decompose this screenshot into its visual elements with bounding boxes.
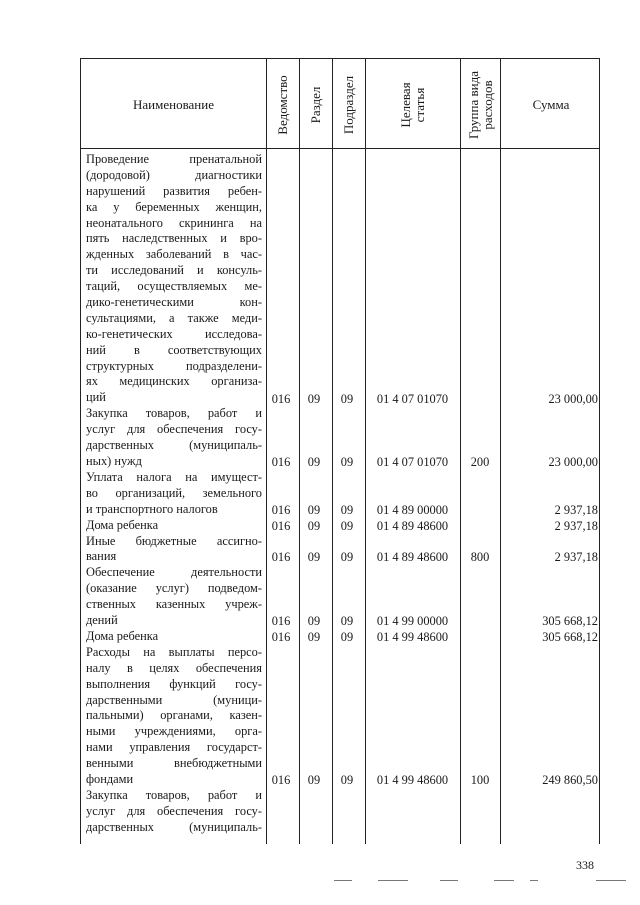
header-celevaya-label: [399, 82, 427, 127]
row-summa: 305 668,12: [542, 630, 598, 644]
table-row: [80, 470, 600, 518]
row-name-line: Дома ребенка: [86, 629, 159, 643]
row-summa: 2 937,18: [554, 518, 598, 533]
row-name: [86, 470, 262, 518]
header-celevaya-statya: [366, 59, 461, 150]
row-podrazdel: 09: [340, 550, 354, 565]
row-celevaya-statya: 01 4 07 01070: [376, 391, 449, 406]
row-vedomstvo: 016: [271, 502, 291, 517]
row-razdel: 09: [307, 455, 321, 470]
row-name-line: ях медицинских организа-: [86, 374, 262, 389]
table-header: [80, 58, 600, 149]
row-name: [86, 152, 262, 406]
row-name-line: нарушений развития ребен-: [86, 183, 262, 198]
footer-mark: [596, 880, 626, 881]
row-vedomstvo: 016: [271, 614, 291, 629]
header-gruppa-vida: [461, 59, 501, 150]
header-gruppa-line-1: Группа вида: [465, 70, 481, 139]
row-name-line: ными учреждениями, орга-: [86, 724, 262, 739]
row-podrazdel: 09: [340, 502, 354, 517]
table-row: [80, 788, 600, 836]
row-name-line: выполнения функций госу-: [86, 676, 262, 691]
row-gruppa-vida: 800: [470, 550, 490, 565]
row-name-line: ко-генетических исследова-: [86, 326, 262, 341]
row-name-line: (оказание услуг) подведом-: [86, 581, 262, 596]
row-name-line: жденных заболеваний в час-: [86, 247, 262, 262]
header-summa-label: Сумма: [532, 96, 570, 112]
row-razdel: 09: [307, 391, 321, 406]
row-name-line: ных) нужд: [86, 454, 142, 469]
row-name-line: вания: [86, 549, 117, 564]
header-razdel: [300, 59, 333, 150]
table-row: [80, 645, 600, 788]
row-vedomstvo: 016: [271, 391, 291, 406]
header-vedomstvo: [267, 59, 300, 150]
header-summa: [501, 59, 601, 150]
row-name-line: фондами: [86, 772, 134, 787]
row-name-line: Проведение пренатальной: [86, 152, 262, 166]
row-podrazdel: 09: [340, 455, 354, 470]
row-razdel: 09: [307, 773, 321, 788]
table-row: [80, 406, 600, 470]
row-name: [86, 565, 262, 629]
row-name-line: дарственными (муници-: [86, 692, 262, 707]
row-summa: 249 860,50: [542, 773, 598, 788]
row-razdel: 09: [307, 518, 321, 533]
table-row: [80, 518, 600, 534]
footer-mark: [494, 880, 514, 881]
table-row: [80, 565, 600, 629]
row-name-line: сультациями, а также меди-: [86, 310, 262, 325]
row-name-line: венными внебюджетными: [86, 756, 262, 771]
row-razdel: 09: [307, 630, 321, 644]
row-celevaya-statya: 01 4 99 48600: [376, 773, 449, 788]
row-name: [86, 534, 262, 566]
row-celevaya-statya: 01 4 89 48600: [376, 550, 449, 565]
row-name-line: во организаций, земельного: [86, 485, 262, 500]
row-name-line: ти исследований и консуль-: [86, 263, 262, 278]
row-name: [86, 645, 262, 788]
row-razdel: 09: [307, 502, 321, 517]
row-summa: 305 668,12: [542, 614, 598, 629]
row-name-line: Дома ребенка: [86, 517, 159, 532]
row-razdel: 09: [307, 550, 321, 565]
row-name: [86, 406, 262, 470]
row-name-line: дарственных (муниципаль-: [86, 819, 262, 834]
row-gruppa-vida: 200: [470, 455, 490, 470]
row-name-line: услуг для обеспечения госу-: [86, 422, 262, 437]
row-celevaya-statya: 01 4 89 00000: [376, 502, 449, 517]
row-summa: 23 000,00: [548, 391, 598, 406]
header-celevaya-line-2: статья: [412, 87, 427, 122]
header-podrazdel-label: Подраздел: [341, 75, 356, 134]
row-name-line: услуг для обеспечения госу-: [86, 803, 262, 818]
row-summa: 2 937,18: [554, 502, 598, 517]
row-name-line: Расходы на выплаты персо-: [86, 644, 262, 659]
row-vedomstvo: 016: [271, 455, 291, 470]
row-podrazdel: 09: [340, 518, 354, 533]
row-podrazdel: 09: [340, 773, 354, 788]
row-podrazdel: 09: [340, 391, 354, 406]
row-summa: 2 937,18: [554, 550, 598, 565]
row-vedomstvo: 016: [271, 550, 291, 565]
footer-mark: [378, 880, 408, 881]
row-name-line: Обеспечение деятельности: [86, 565, 262, 580]
row-razdel: 09: [307, 614, 321, 629]
row-name-line: дарственных (муниципаль-: [86, 438, 262, 453]
row-name-line: ний в соответствующих: [86, 342, 262, 357]
row-celevaya-statya: 01 4 99 00000: [376, 614, 449, 629]
header-podrazdel: [333, 59, 366, 150]
row-vedomstvo: 016: [271, 773, 291, 788]
row-name-line: пять наследственных и вро-: [86, 231, 262, 246]
table-row: [80, 152, 600, 406]
table-row: [80, 534, 600, 566]
row-podrazdel: 09: [340, 614, 354, 629]
row-celevaya-statya: 01 4 89 48600: [376, 518, 449, 533]
row-name-line: и транспортного налогов: [86, 501, 218, 516]
row-name-line: ций: [86, 390, 106, 405]
row-name-line: дико-генетическими кон-: [86, 295, 262, 310]
budget-table: [80, 58, 600, 844]
header-celevaya-line-1: Целевая: [398, 81, 413, 128]
row-name: [86, 788, 262, 836]
header-name: [81, 59, 267, 150]
row-gruppa-vida: 100: [470, 773, 490, 788]
row-name-line: Закупка товаров, работ и: [86, 406, 262, 421]
row-name-line: ка у беременных женщин,: [86, 199, 262, 214]
row-name-line: ственных казенных учреж-: [86, 597, 262, 612]
header-vedomstvo-label: Ведомство: [275, 74, 290, 135]
footer-mark: [440, 880, 458, 881]
row-summa: 23 000,00: [548, 455, 598, 470]
row-name-line: налу в целях обеспечения: [86, 660, 262, 675]
row-name-line: (дородовой) диагностики: [86, 167, 262, 182]
row-podrazdel: 09: [340, 630, 354, 644]
row-name-line: неонатального скрининга на: [86, 215, 262, 230]
row-vedomstvo: 016: [271, 518, 291, 533]
row-name-line: нами управления государст-: [86, 740, 262, 755]
row-name-line: дений: [86, 613, 118, 628]
footer-mark: [530, 880, 538, 881]
row-name-line: Иные бюджетные ассигно-: [86, 533, 262, 548]
header-gruppa-line-2: расходов: [479, 79, 495, 130]
row-celevaya-statya: 01 4 99 48600: [376, 630, 449, 644]
row-name-line: пальными) органами, казен-: [86, 708, 262, 723]
header-gruppa-label: [467, 71, 495, 139]
header-razdel-label: Раздел: [308, 86, 323, 123]
footer-mark: [334, 880, 352, 881]
row-name-line: структурных подразделени-: [86, 358, 262, 373]
row-name-line: Уплата налога на имущест-: [86, 470, 262, 484]
row-name: [86, 629, 262, 645]
page-number: 338: [576, 858, 594, 872]
row-name: [86, 518, 262, 534]
row-name-line: таций, осуществляемых ме-: [86, 279, 262, 294]
row-vedomstvo: 016: [271, 630, 291, 644]
header-name-label: Наименование: [133, 96, 214, 112]
row-name-line: Закупка товаров, работ и: [86, 788, 262, 802]
table-row: [80, 629, 600, 645]
row-celevaya-statya: 01 4 07 01070: [376, 455, 449, 470]
